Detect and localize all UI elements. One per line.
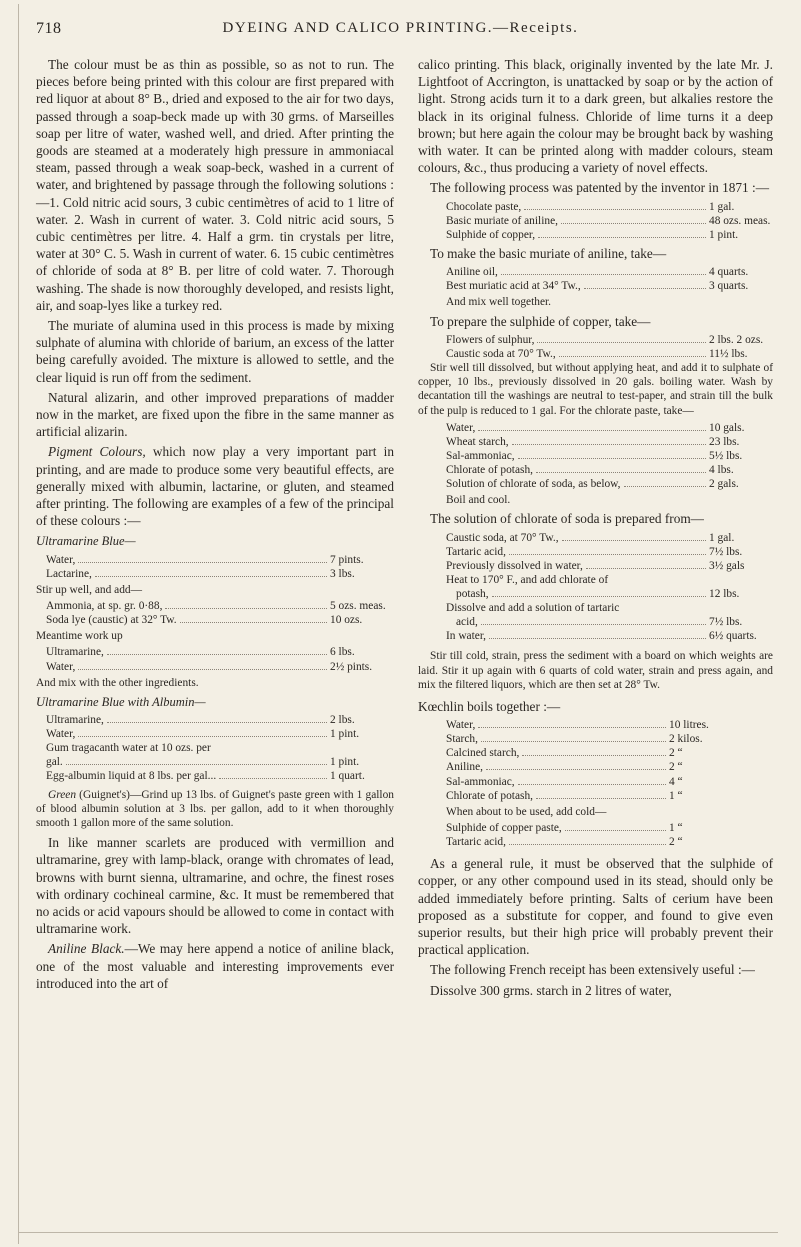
recipe-row [446,477,773,491]
page-number: 718 [36,20,62,37]
recipe-table [418,718,773,803]
paragraph: Natural alizarin, and other improved preparations of madder now in the market, are fixed upon the fibre in the same manner as artificial alizarin. [36,389,394,440]
ingredient-quantity: 2 “ [669,761,683,774]
recipe-row [446,421,773,435]
ingredient-label: Calcined starch, [446,747,520,760]
ingredient-label: acid, [456,616,478,629]
recipe-row [36,769,394,783]
ingredient-quantity: 10 gals. [709,421,745,434]
ingredient-label: Lactarine, [46,567,92,580]
paragraph [36,788,394,831]
recipe-row [446,587,773,601]
leader-dots [565,830,666,831]
ingredient-label: Water, [46,553,76,566]
paragraph: calico printing. This black, originally invented by the late Mr. J. Lightfoot of Accrington, is unattacked by soap or by the action of light. Strong acids turn it to a dark green, but alkalies restore the black in its original fulness. Chloride of lime turns it a deep brown; but here again the colour may be brought back by washing with water. It can be printed along with madder colours, steam colours, &c., thus producing a variety of novel effects. [418,57,773,176]
recipe-row [36,660,394,674]
leader-dots [78,669,327,670]
recipe-row [446,333,773,347]
recipe-row [446,228,773,242]
paragraph: To make the basic muriate of aniline, take— [430,245,667,261]
ingredient-label: Tartaric acid, [446,545,506,558]
recipe-row [446,789,733,803]
ingredient-label: In water, [446,630,487,643]
leader-dots [518,458,706,459]
recipe-table [418,421,773,491]
running-head: DYEING AND CALICO PRINTING.—Receipts. [222,20,579,36]
ingredient-label: Wheat starch, [446,435,509,448]
leader-dots [66,764,327,765]
paragraph: The following French receipt has been extensively useful :— [430,962,755,978]
recipe-row [446,835,733,849]
recipe-instruction: When about to be used, add cold— [446,805,607,818]
recipe-instruction: Boil and cool. [446,494,511,507]
ingredient-quantity: 1 gal. [709,531,735,544]
recipe-row [446,463,773,477]
recipe-table [36,713,394,741]
leader-dots [522,755,666,756]
recipe-row [36,599,394,613]
leader-dots [486,769,666,770]
ingredient-label: Water, [46,728,76,741]
leader-dots [481,624,706,625]
ingredient-label: Soda lye (caustic) at 32° Tw. [46,614,177,627]
paragraph: The colour must be as thin as possible, so as not to run. The pieces before being printed with this colour are first prepared with red liquor at about 8° B., dried and exposed to the air for two days, passed through a soap-beck made up with 30 grms. of Marseilles soap per litre of water, washed well, and dried. After printing the goods are steamed at a moderately high pressure in ammoniacal steam, passed through a weak soap-beck, washed in a current of water, and brightened by passage through the following solutions :—1. Cold nitric acid sours, 3 cubic centimètres of acid to 1 litre of water. 2. Wash in current of water. 3. Cold nitric acid sours, 5 cubic centimètres per litre. 4. Half a grm. tin crystals per litre, water at 30° C. 5. Wash in current of water. 6. 15 cubic centimètres of chloride of soda at 8° B. per litre of cold water. 7. Thorough washing. The shade is now thoroughly developed, and resists light, air, and soap-lyes like a turkey red. [36,57,394,313]
paragraph: The solution of chlorate of soda is prepared from— [430,511,704,527]
leader-dots [584,288,706,289]
recipe-row [36,645,394,659]
ingredient-quantity: 2 kilos. [669,733,703,746]
ingredient-quantity: 1 “ [669,789,683,802]
ingredient-quantity: 1 pint. [330,756,360,769]
left-column [36,56,394,995]
leader-dots [509,844,666,845]
ingredient-label: Best muriatic acid at 34° Tw., [446,280,581,293]
ingredient-label: Aniline oil, [446,266,498,279]
paragraph-text: which now play a very important part in printing, and are made to produce some very beautiful effects, are generally mixed with albumin, lactarine, or gluten, and steamed after printing. The following are examples of a few of the principal of these colours :— [36,444,394,529]
paragraph: The muriate of alumina used in this process is made by mixing sulphate of alumina with chloride of barium, an excess of the latter being carefully avoided. The mixture is allowed to settle, and the clear liquid is run off from the sediment. [36,318,394,385]
leader-dots [561,223,706,224]
recipe-row [446,629,773,643]
run-in-heading: Green [48,788,77,801]
ingredient-label: Ultramarine, [46,646,104,659]
recipe-row [36,553,394,567]
ingredient-quantity: 7½ lbs. [709,616,743,629]
ingredient-quantity: 3 lbs. [330,567,355,580]
leader-dots [559,356,706,357]
ingredient-quantity: 1 pint. [709,228,739,241]
leader-dots [165,608,327,609]
ingredient-quantity: 10 litres. [669,719,709,732]
ingredient-label: Caustic soda at 70° Tw., [446,347,556,360]
recipe-row [446,573,773,587]
ingredient-quantity: 1 pint. [330,728,360,741]
leader-dots [501,274,706,275]
recipe-row [36,613,394,627]
ingredient-quantity: 7 pints. [330,553,364,566]
ingredient-label: Dissolve and add a solution of tartaric [446,602,620,615]
leader-dots [524,209,706,210]
recipe-table [418,265,773,293]
leader-dots [562,540,706,541]
recipe-note: Stir till cold, strain, press the sediment with a board on which weights are laid. Stir it up again with 6 quarts of cold water, strain and press again, and mix the filtered liquors, which are then set at 28° Tw. [418,650,773,691]
ingredient-quantity: 3 quarts. [709,280,749,293]
paragraph: Dissolve 300 grms. starch in 2 litres of water, [430,982,672,998]
ingredient-label: Water, [446,719,476,732]
leader-dots [537,342,706,343]
leader-dots [95,576,327,577]
ingredient-label: Previously dissolved in water, [446,559,583,572]
recipe-row [446,545,773,559]
run-in-heading: Pigment Colours, [48,444,146,460]
ingredient-quantity: 3½ gals [709,559,745,572]
recipe-note: Stir well till dissolved, but without applying heat, and add it to sulphate of copper, 10 lbs., previously dissolved in 20 gals. boiling water. Wash by decantation till the washings are neutral to test-paper, and strain till the bulk of the pulp is reduced to 1 gal. For the chlorate paste, take— [418,361,773,417]
leader-dots [492,596,706,597]
ingredient-label: Chlorate of potash, [446,789,533,802]
ingredient-quantity: 2 lbs. 2 ozs. [709,333,764,346]
leader-dots [180,622,327,623]
recipe-table [36,645,394,673]
leader-dots [107,654,327,655]
ingredient-quantity: 2 gals. [709,478,739,491]
left-margin-rule [18,4,19,1244]
leader-dots [489,638,706,639]
ingredient-quantity: 4 quarts. [709,266,749,279]
recipe-instruction: Meantime work up [36,630,123,643]
ingredient-label: Caustic soda, at 70° Tw., [446,531,559,544]
paragraph: Kœchlin boils together :— [418,698,561,714]
ingredient-label: Sulphide of copper, [446,228,536,241]
ingredient-quantity: 12 lbs. [709,587,740,600]
ingredient-label: Ammonia, at sp. gr. 0·88, [46,600,163,613]
recipe-table [418,629,773,643]
recipe-row [446,200,773,214]
leader-dots [586,568,706,569]
ingredient-label: Sal-ammoniac, [446,775,515,788]
run-in-heading: Aniline Black. [48,941,125,957]
ingredient-label: Water, [446,421,476,434]
leader-dots [78,736,327,737]
ingredient-label: Gum tragacanth water at 10 ozs. per [46,742,211,755]
ingredient-label: Chocolate paste, [446,200,522,213]
ingredient-quantity: 4 lbs. [709,463,734,476]
ingredient-quantity: 1 gal. [709,200,735,213]
leader-dots [538,237,706,238]
leader-dots [478,430,706,431]
recipe-table [36,599,394,627]
recipe-row [446,601,773,615]
page-header [0,14,801,44]
ingredient-quantity: 5½ lbs. [709,449,743,462]
leader-dots [478,727,666,728]
recipe-row [446,265,773,279]
ingredient-quantity: 1 “ [669,821,683,834]
leader-dots [536,798,666,799]
ingredient-quantity: 1 quart. [330,770,365,783]
paragraph [36,940,394,992]
paragraph: In like manner scarlets are produced with vermillion and ultramarine, grey with lamp-black, orange with chromates of lead, browns with burnt sienna, ultramarine, and ochre, the finest roses with ordinary cochineal carmine, &c. It must be remembered that no acids or acid vapours should be allowed to come in contact with ultramarine work. [36,835,394,937]
bottom-rule [18,1232,778,1233]
leader-dots [481,741,666,742]
paragraph-text: (Guignet's)—Grind up 13 lbs. of Guignet's paste green with 1 gallon of blood albumin solution at 3 lbs. per gallon, add to it when thoroughly smooth 1 gallon more of the same solution. [36,788,394,829]
recipe-row [446,435,773,449]
recipe-table [36,769,394,783]
recipe-table [418,821,773,849]
recipe-heading: Ultramarine Blue with Albumin— [36,694,206,709]
ingredient-quantity: 2 “ [669,747,683,760]
recipe-table [418,333,773,361]
ingredient-label: Sulphide of copper paste, [446,821,562,834]
ingredient-quantity: 7½ lbs. [709,545,743,558]
ingredient-quantity: 6½ quarts. [709,630,757,643]
ingredient-quantity: 11½ lbs. [709,347,748,360]
ingredient-label: Solution of chlorate of soda, as below, [446,478,621,491]
recipe-row [446,775,733,789]
recipe-instruction: And mix with the other ingredients. [36,676,199,689]
ingredient-quantity: 4 “ [669,775,683,788]
recipe-group [418,573,773,629]
recipe-row [446,718,733,732]
ingredient-label: Basic muriate of aniline, [446,214,558,227]
ingredient-label: potash, [456,587,489,600]
ingredient-label: Water, [46,660,76,673]
paragraph: As a general rule, it must be observed that the sulphide of copper, or any other compound used in its stead, should only be added immediately before printing. Salts of cerium have been proposed as a substitute for copper, and found to give even superior results, but their high price will probably prevent their practical application. [418,856,773,958]
ingredient-quantity: 48 ozs. meas. [709,214,771,227]
right-column [418,56,773,1002]
ingredient-quantity: 2 “ [669,836,683,848]
recipe-table [418,200,773,242]
ingredient-label: Egg-albumin liquid at 8 lbs. per gal... [46,770,217,783]
ingredient-label: Starch, [446,733,478,746]
recipe-instruction: And mix well together. [446,296,552,309]
recipe-row [36,567,394,581]
leader-dots [219,778,327,779]
recipe-row [446,746,733,760]
recipe-row [36,741,394,755]
leader-dots [78,562,327,563]
leader-dots [624,486,706,487]
ingredient-label: gal. [46,756,63,769]
paragraph-text: —We may here append a notice of aniline black, one of the most valuable and interesting improvements ever introduced into the art of [36,941,394,991]
recipe-row [446,821,733,835]
recipe-row [36,755,394,769]
leader-dots [536,472,706,473]
recipe-heading: Ultramarine Blue— [36,534,136,549]
ingredient-quantity: 10 ozs. [330,614,363,627]
recipe-row [446,347,773,361]
recipe-row [36,713,394,727]
recipe-instruction: Stir up well, and add— [36,583,142,596]
recipe-row [446,531,773,545]
leader-dots [512,444,706,445]
recipe-row [446,760,733,774]
leader-dots [509,554,706,555]
recipe-row [446,449,773,463]
recipe-row [36,727,394,741]
ingredient-quantity: 2½ pints. [330,660,373,673]
recipe-row [446,732,733,746]
recipe-row [446,279,773,293]
ingredient-label: Flowers of sulphur, [446,333,535,346]
recipe-row [446,214,773,228]
ingredient-label: Tartaric acid, [446,836,506,848]
leader-dots [107,722,327,723]
paragraph: To prepare the sulphide of copper, take— [430,313,651,329]
recipe-row [446,615,773,629]
ingredient-label: Heat to 170° F., and add chlorate of [446,573,609,586]
ingredient-label: Aniline, [446,761,484,774]
leader-dots [518,784,666,785]
ingredient-quantity: 5 ozs. meas. [330,600,386,613]
recipe-table [36,553,394,581]
ingredient-quantity: 6 lbs. [330,646,355,659]
paragraph: The following process was patented by the inventor in 1871 :— [430,180,769,196]
ingredient-label: Chlorate of potash, [446,463,533,476]
paragraph [36,443,394,529]
ingredient-quantity: 23 lbs. [709,435,740,448]
recipe-table [418,531,773,573]
ingredient-label: Sal-ammoniac, [446,449,515,462]
recipe-row [446,559,773,573]
ingredient-quantity: 2 lbs. [330,714,355,727]
ingredient-label: Ultramarine, [46,714,104,727]
